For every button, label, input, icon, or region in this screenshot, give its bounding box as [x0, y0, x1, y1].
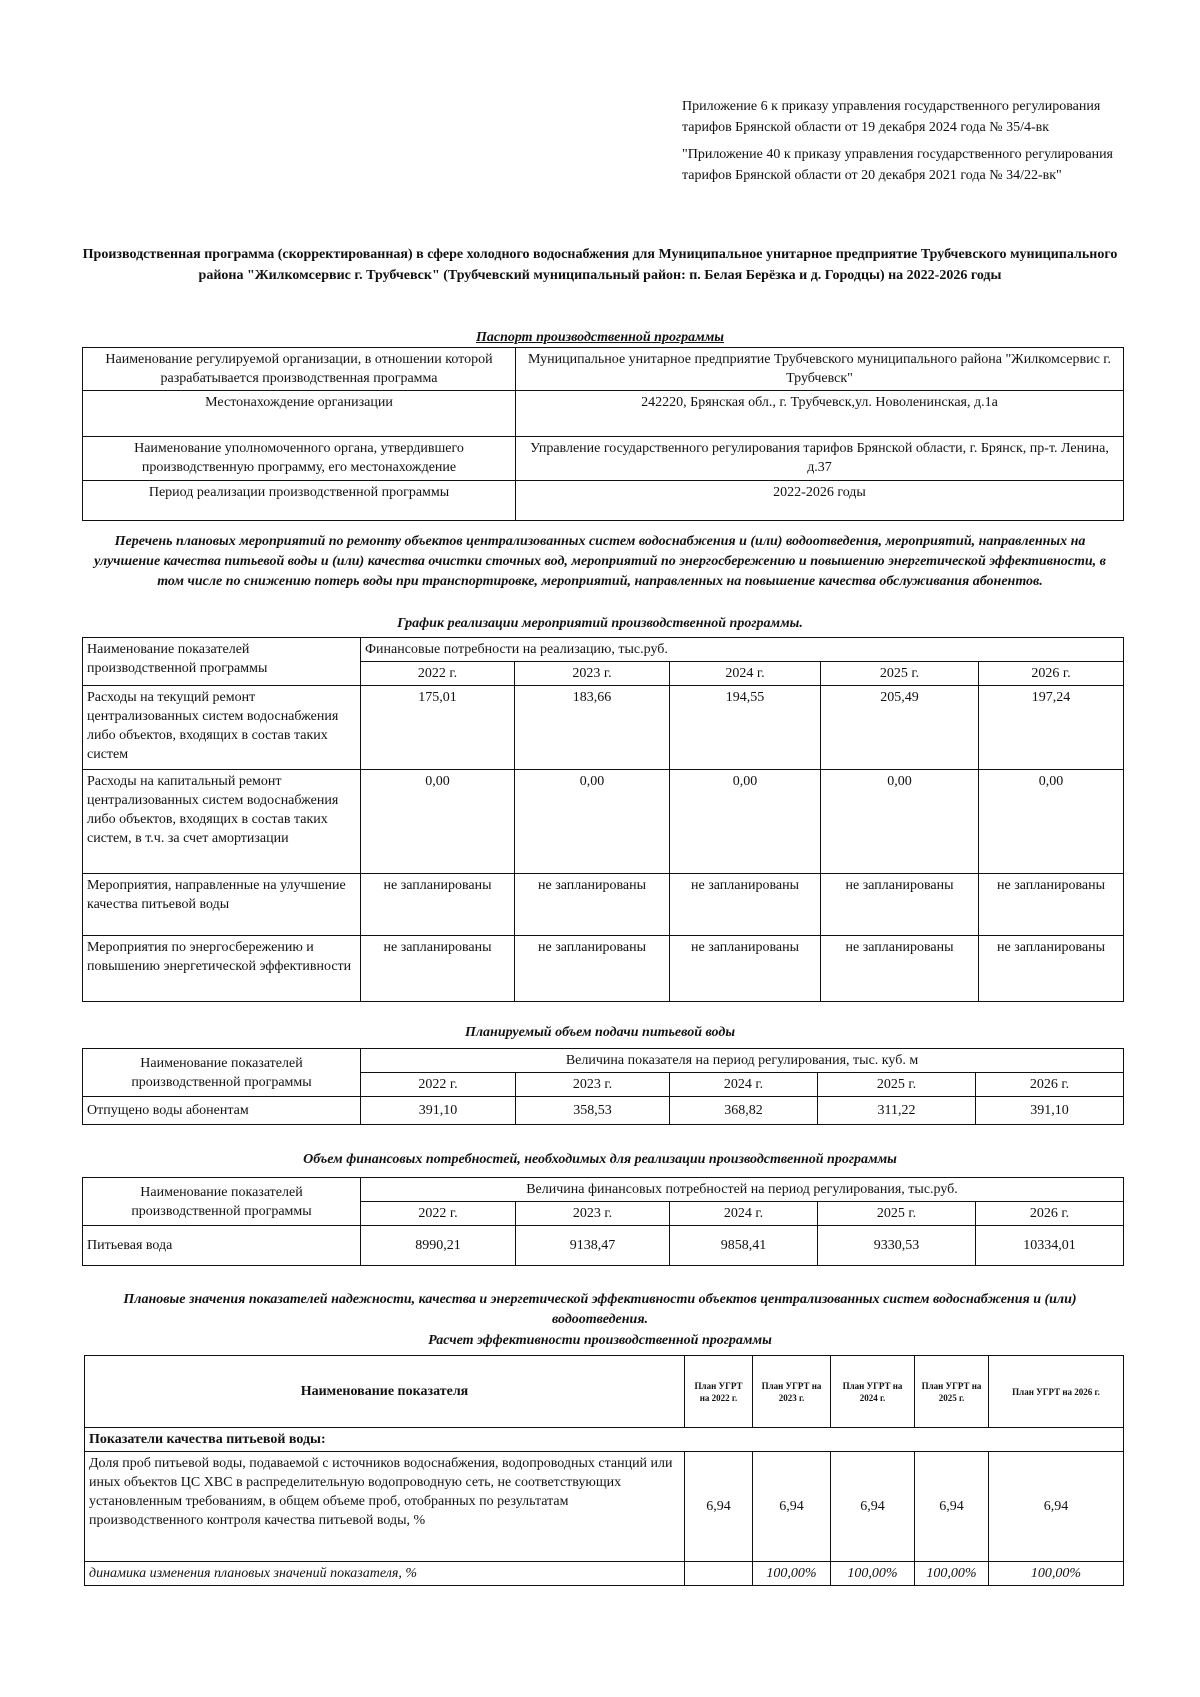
year-header: 2025 г. — [818, 1073, 976, 1097]
plan-header: План УГРТ на 2023 г. — [753, 1356, 831, 1428]
cell-value: 183,66 — [515, 686, 670, 770]
finance-header-label: Наименование показателей производственной программы — [83, 1178, 361, 1226]
passport-value: Муниципальное унитарное предприятие Трубчевского муниципального района "Жилкомсервис г. Трубчевск" — [516, 348, 1124, 391]
year-header: 2022 г. — [361, 662, 515, 686]
year-header: 2023 г. — [515, 662, 670, 686]
cell-value: 9138,47 — [516, 1226, 670, 1266]
cell-value: 0,00 — [361, 770, 515, 874]
document-title: Производственная программа (скорректированная) в сфере холодного водоснабжения для Муниципальное унитарное предприятие Трубчевского муниципального района "Жилкомсервис г. Трубчевск" (Трубчевский муниципальный район: п. Белая Берёзка и д. Городцы) на 2022-2026 годы — [82, 247, 1118, 283]
row-label: Отпущено воды абонентам — [83, 1097, 361, 1125]
table-row — [85, 1452, 1124, 1562]
cell-value: 6,94 — [831, 1452, 915, 1562]
table-row — [83, 481, 1124, 521]
cell-value: 8990,21 — [361, 1226, 516, 1266]
cell-value: 391,10 — [361, 1097, 516, 1125]
cell-value: не запланированы — [979, 936, 1124, 1002]
measures-caption: Перечень плановых мероприятий по ремонту объектов централизованных систем водоснабжения и (или) водоотведения, мероприятий, направленных на улучшение качества питьевой воды и (или) качества очистки сточных вод, мероприятий по энергосбережению и повышению энергетической эффективности, в том числе по снижению потерь воды при транспортировке, мероприятий, направленных на повышение качества обслуживания абонентов. — [94, 534, 1106, 589]
cell-value: не запланированы — [670, 874, 821, 936]
plan-header: План УГРТ на 2022 г. — [685, 1356, 753, 1428]
cell-value: не запланированы — [361, 874, 515, 936]
section-label: Показатели качества питьевой воды: — [85, 1428, 1124, 1452]
passport-caption: Паспорт производственной программы — [475, 330, 725, 345]
row-label: Расходы на капитальный ремонт централизованных систем водоснабжения либо объектов, входящих в состав таких систем, в т.ч. за счет амортизации — [83, 770, 361, 874]
table-row — [83, 437, 1124, 481]
cell-value: 100,00% — [753, 1562, 831, 1586]
year-header: 2022 г. — [361, 1202, 516, 1226]
cell-value: 9330,53 — [818, 1226, 976, 1266]
cell-value: не запланированы — [515, 874, 670, 936]
passport-table — [82, 347, 1124, 521]
cell-value: 6,94 — [915, 1452, 989, 1562]
year-header: 2023 г. — [516, 1202, 670, 1226]
table-row — [83, 348, 1124, 391]
passport-label: Наименование уполномоченного органа, утвердившего производственную программу, его местонахождение — [83, 437, 516, 481]
volume-caption: Планируемый объем подачи питьевой воды — [464, 1025, 736, 1040]
year-header: 2025 г. — [818, 1202, 976, 1226]
cell-value: 6,94 — [685, 1452, 753, 1562]
efficiency-table — [84, 1355, 1124, 1586]
efficiency-header-label: Наименование показателя — [85, 1356, 685, 1428]
table-row — [83, 936, 1124, 1002]
cell-value: не запланированы — [361, 936, 515, 1002]
table-row — [83, 770, 1124, 874]
cell-value: 0,00 — [979, 770, 1124, 874]
measures-header-group: Финансовые потребности на реализацию, тыс.руб. — [361, 638, 1124, 662]
cell-value: не запланированы — [821, 936, 979, 1002]
year-header: 2022 г. — [361, 1073, 516, 1097]
passport-label: Период реализации производственной программы — [83, 481, 516, 521]
cell-value: 6,94 — [753, 1452, 831, 1562]
measures-header-label: Наименование показателей производственной программы — [83, 638, 361, 686]
passport-label: Местонахождение организации — [83, 391, 516, 437]
year-header: 2024 г. — [670, 1073, 818, 1097]
cell-value: не запланированы — [821, 874, 979, 936]
finance-header-group: Величина финансовых потребностей на период регулирования, тыс.руб. — [361, 1178, 1124, 1202]
table-row — [83, 1226, 1124, 1266]
row-label: Мероприятия, направленные на улучшение качества питьевой воды — [83, 874, 361, 936]
efficiency-subcaption: Расчет эффективности производственной программы — [428, 1333, 772, 1348]
row-label: Питьевая вода — [83, 1226, 361, 1266]
cell-value: не запланированы — [515, 936, 670, 1002]
cell-value: 0,00 — [821, 770, 979, 874]
measures-subcaption: График реализации мероприятий производственной программы. — [397, 616, 803, 631]
volume-header-label: Наименование показателей производственной программы — [83, 1049, 361, 1097]
indicator-label: Доля проб питьевой воды, подаваемой с источников водоснабжения, водопроводных станций или иных объектов ЦС ХВС в распределительную водопроводную сеть, не соответствующих установленным требованиям, в общем объеме проб, отобранных по результатам производственного контроля качества питьевой воды, % — [85, 1452, 685, 1562]
cell-value: 100,00% — [989, 1562, 1124, 1586]
cell-value: 205,49 — [821, 686, 979, 770]
finance-table — [82, 1177, 1124, 1266]
table-row — [83, 874, 1124, 936]
table-row — [83, 1178, 1124, 1202]
appendix-line-1: Приложение 6 к приказу управления государственного регулирования тарифов Брянской области от 19 декабря 2024 года № 35/4-вк — [682, 99, 1101, 135]
cell-value: 175,01 — [361, 686, 515, 770]
year-header: 2026 г. — [976, 1202, 1124, 1226]
year-header: 2024 г. — [670, 662, 821, 686]
table-row — [83, 638, 1124, 662]
row-label: Расходы на текущий ремонт централизованных систем водоснабжения либо объектов, входящих в состав таких систем — [83, 686, 361, 770]
cell-value: 368,82 — [670, 1097, 818, 1125]
row-label: Мероприятия по энергосбережению и повышению энергетической эффективности — [83, 936, 361, 1002]
cell-value: 358,53 — [516, 1097, 670, 1125]
cell-value: 197,24 — [979, 686, 1124, 770]
passport-value: Управление государственного регулирования тарифов Брянской области, г. Брянск, пр-т. Ленина, д.37 — [516, 437, 1124, 481]
appendix-line-2: "Приложение 40 к приказу управления государственного регулирования тарифов Брянской области от 20 декабря 2021 года № 34/22-вк" — [682, 147, 1113, 183]
cell-value: 6,94 — [989, 1452, 1124, 1562]
year-header: 2023 г. — [516, 1073, 670, 1097]
cell-value: 9858,41 — [670, 1226, 818, 1266]
appendix-note — [682, 96, 1122, 192]
cell-value: 391,10 — [976, 1097, 1124, 1125]
year-header: 2025 г. — [821, 662, 979, 686]
volume-table — [82, 1048, 1124, 1125]
cell-value: 0,00 — [515, 770, 670, 874]
cell-value: 194,55 — [670, 686, 821, 770]
efficiency-caption: Плановые значения показателей надежности, качества и энергетической эффективности объектов централизованных систем водоснабжения и (или) водоотведения. — [123, 1292, 1077, 1327]
year-header: 2024 г. — [670, 1202, 818, 1226]
passport-value: 2022-2026 годы — [516, 481, 1124, 521]
dynamics-label: динамика изменения плановых значений показателя, % — [85, 1562, 685, 1586]
table-row — [85, 1428, 1124, 1452]
table-row — [85, 1356, 1124, 1428]
cell-value: 10334,01 — [976, 1226, 1124, 1266]
plan-header: План УГРТ на 2025 г. — [915, 1356, 989, 1428]
plan-header: План УГРТ на 2026 г. — [989, 1356, 1124, 1428]
cell-value: 100,00% — [831, 1562, 915, 1586]
year-header: 2026 г. — [976, 1073, 1124, 1097]
passport-value: 242220, Брянская обл., г. Трубчевск,ул. Новоленинская, д.1а — [516, 391, 1124, 437]
volume-header-group: Величина показателя на период регулирования, тыс. куб. м — [361, 1049, 1124, 1073]
table-row — [83, 686, 1124, 770]
cell-value: 311,22 — [818, 1097, 976, 1125]
cell-value: 0,00 — [670, 770, 821, 874]
plan-header: План УГРТ на 2024 г. — [831, 1356, 915, 1428]
year-header: 2026 г. — [979, 662, 1124, 686]
table-row — [83, 391, 1124, 437]
cell-value: не запланированы — [979, 874, 1124, 936]
measures-table — [82, 637, 1124, 1002]
cell-value: 100,00% — [915, 1562, 989, 1586]
table-row — [85, 1562, 1124, 1586]
table-row — [83, 1097, 1124, 1125]
finance-caption: Объем финансовых потребностей, необходимых для реализации производственной программы — [303, 1152, 897, 1167]
cell-value: не запланированы — [670, 936, 821, 1002]
table-row — [83, 1049, 1124, 1073]
cell-value — [685, 1562, 753, 1586]
passport-label: Наименование регулируемой организации, в отношении которой разрабатывается производственная программа — [83, 348, 516, 391]
